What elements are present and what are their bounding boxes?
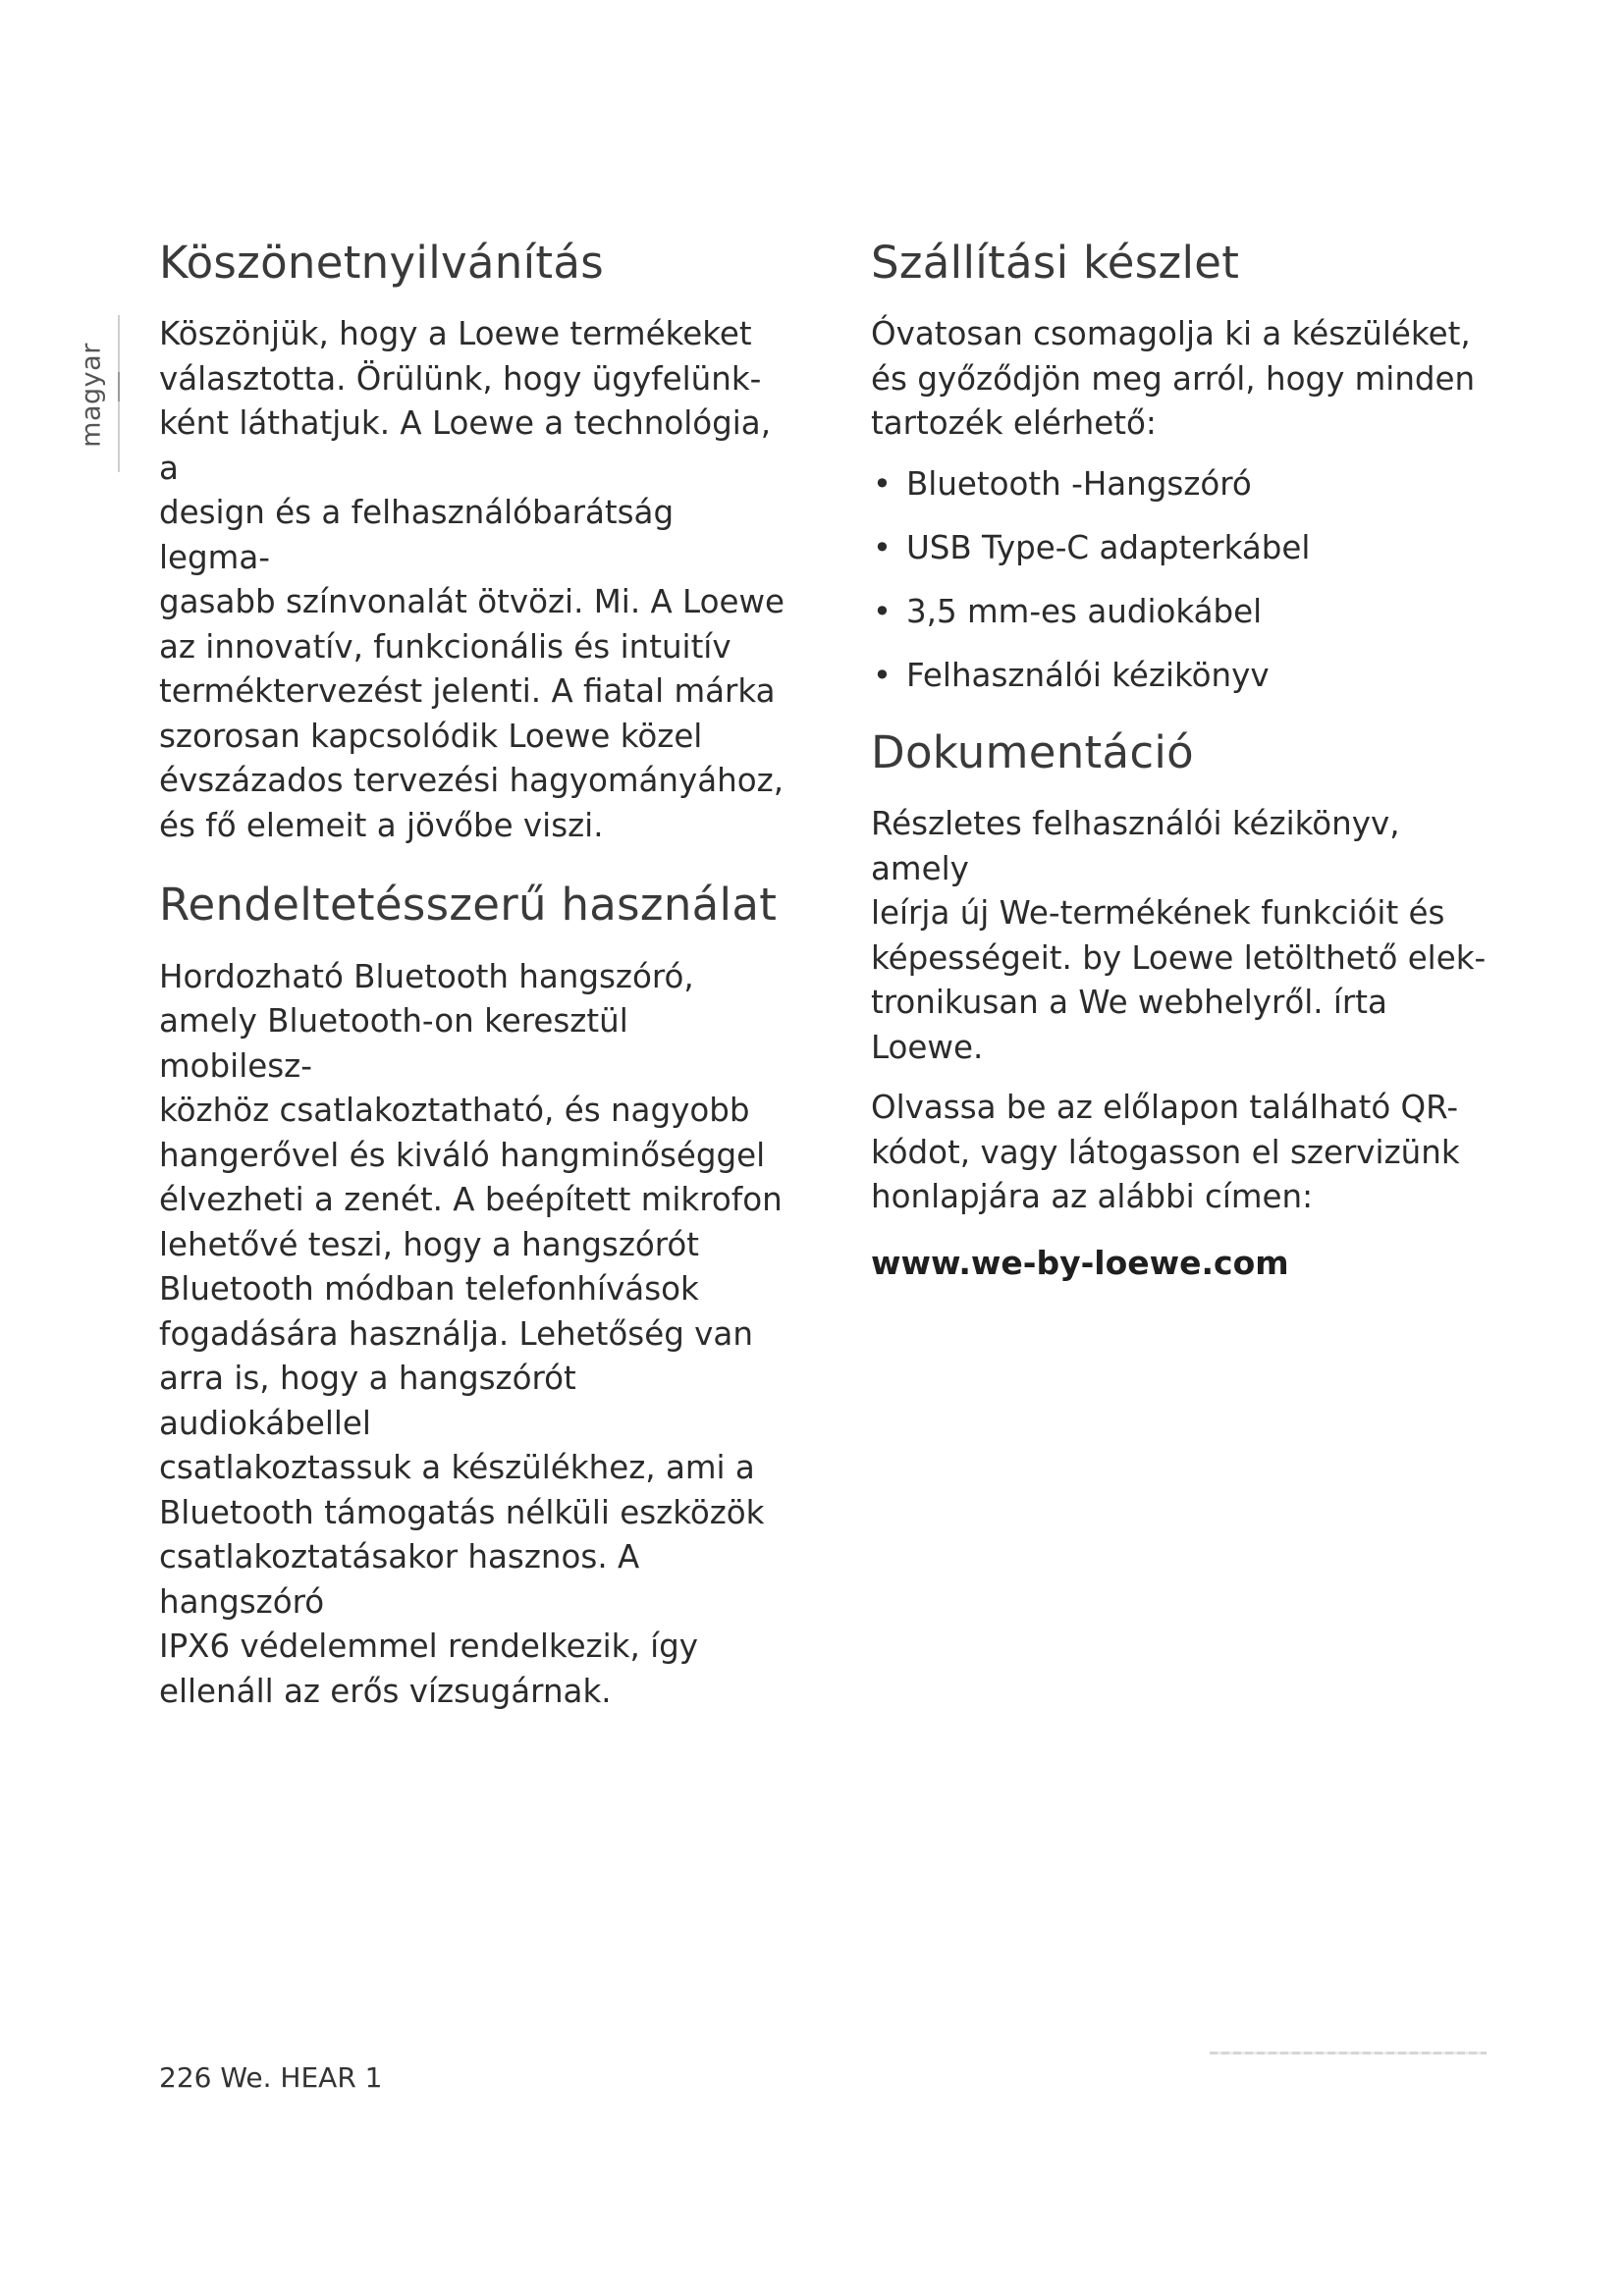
language-label-text: magyar — [76, 343, 107, 448]
delivery-list — [871, 462, 1499, 698]
list-item: • Felhasználói kézikönyv — [871, 654, 1499, 698]
list-item: • 3,5 mm-es audiokábel — [871, 590, 1499, 634]
intended-use-paragraph: Hordozható Bluetooth hangszóró, amely Bluetooth-on keresztül mobilesz- közhöz csatlakoztatható, és nagyobb hangerővel és kiváló hangminőséggel élvezheti a zenét. A beépített mikrofon lehetővé teszi, hogy a hangszórót Bluetooth módban telefonhívások fogadására használja. Lehetőség van arra is, hogy a hangszórót audiokábellel csatlakoztassuk a készülékhez, ami a Bluetooth támogatás nélküli eszközök csatlakoztatásakor hasznos. A hangszóró IPX6 védelemmel rendelkezik, így ellenáll az erős vízsugárnak. — [159, 957, 783, 1710]
language-side-label — [76, 319, 107, 466]
list-item: • USB Type-C adapterkábel — [871, 526, 1499, 570]
thanks-paragraph: Köszönjük, hogy a Loewe termékeket választotta. Örülünk, hogy ügyfelünk- ként láthatjuk. A Loewe a technológia, a design és a felhasználóbarátság legma- gasabb színvonalát ötvözi. Mi. A Loewe az innovatív, funkcionális és intuitív terméktervezést jelenti. A fiatal márka szorosan kapcsolódik Loewe közel évszázados tervezési hagyományához, és fő elemeit a jövőbe viszi. — [159, 315, 785, 844]
heading-documentation: Dokumentáció — [871, 725, 1195, 778]
heading-delivery-contents: Szállítási készlet — [871, 237, 1240, 289]
side-divider — [118, 315, 120, 472]
list-item: • Bluetooth -Hangszóró — [871, 462, 1499, 507]
right-column — [871, 236, 1499, 1282]
delivery-intro: Óvatosan csomagolja ki a készüléket, és győződjön meg arról, hogy minden tartozék elérhető: — [871, 315, 1476, 443]
documentation-paragraph: Részletes felhasználói kézikönyv, amely leírja új We-termékének funkcióit és képességeit. by Loewe letölthető elek- tronikusan a We webhelyről. írta Loewe. — [871, 805, 1487, 1066]
left-column — [159, 236, 787, 1730]
page-footer: 226 We. HEAR 1 — [159, 2061, 383, 2094]
qr-paragraph: Olvassa be az előlapon található QR- kódot, vagy látogasson el szervizünk honlapjára az alábbi címen: — [871, 1089, 1460, 1215]
heading-intended-use: Rendeltetésszerű használat — [159, 879, 778, 932]
heading-thanks: Köszönetnyilvánítás — [159, 237, 604, 289]
faint-rule — [1210, 2052, 1487, 2055]
website-link[interactable]: www.we-by-loewe.com — [871, 1243, 1289, 1282]
